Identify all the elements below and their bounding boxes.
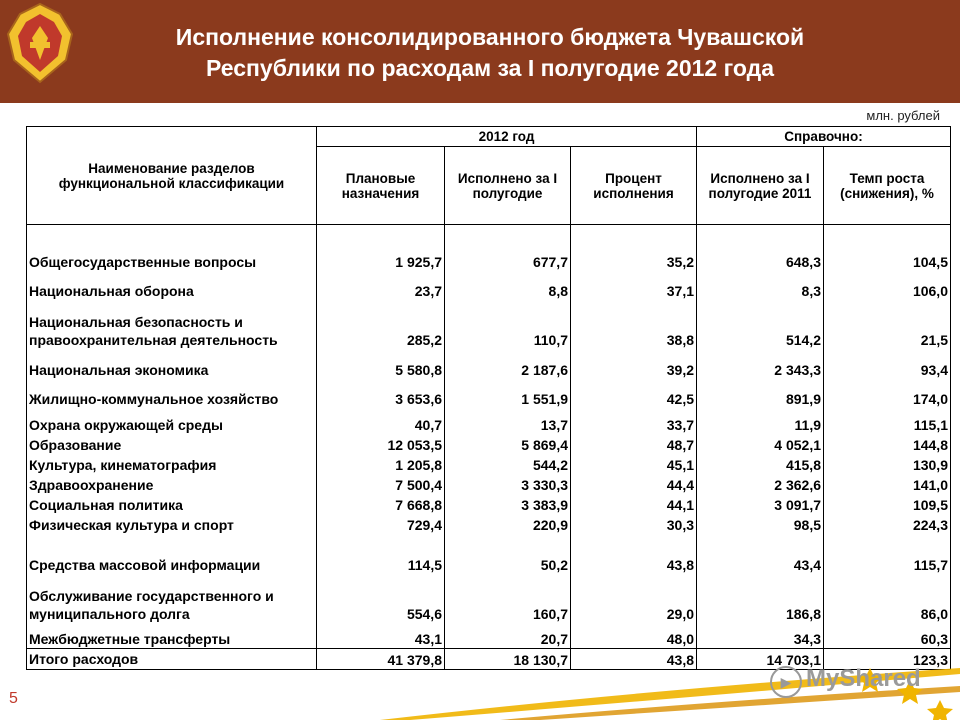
slide-number: 5 (9, 690, 18, 707)
header-group-2012: 2012 год (317, 127, 697, 147)
cell-plan: 5 580,8 (317, 349, 445, 379)
table-row (27, 434, 951, 454)
title-line-2: Республики по расходам за I полугодие 2012 года (205, 55, 775, 81)
cell-name: Физическая культура и спорт (27, 514, 317, 534)
cell-name: Национальная оборона (27, 271, 317, 300)
cell-plan: 729,4 (317, 514, 445, 534)
chuvash-emblem-icon (0, 0, 80, 86)
cell-executed-2011: 3 091,7 (697, 494, 824, 514)
cell-executed: 5 869,4 (445, 434, 571, 454)
total-plan: 41 379,8 (317, 649, 445, 670)
cell-plan: 1 925,7 (317, 225, 445, 271)
cell-executed-2011: 2 362,6 (697, 474, 824, 494)
cell-growth: 104,5 (824, 225, 951, 271)
table-row (27, 474, 951, 494)
table-row (27, 454, 951, 474)
cell-percent: 37,1 (571, 271, 697, 300)
units-label: млн. рублей (866, 108, 940, 123)
cell-percent: 43,8 (571, 534, 697, 574)
cell-name: Обслуживание государственного и муниципального долга (27, 574, 317, 623)
total-executed-2011: 14 703,1 (697, 649, 824, 670)
cell-executed-2011: 43,4 (697, 534, 824, 574)
cell-plan: 12 053,5 (317, 434, 445, 454)
cell-growth: 106,0 (824, 271, 951, 300)
cell-executed: 220,9 (445, 514, 571, 534)
cell-percent: 48,0 (571, 623, 697, 649)
cell-plan: 23,7 (317, 271, 445, 300)
cell-executed: 544,2 (445, 454, 571, 474)
cell-percent: 44,4 (571, 474, 697, 494)
budget-table (26, 126, 951, 670)
cell-growth: 130,9 (824, 454, 951, 474)
cell-name: Жилищно-коммунальное хозяйство (27, 379, 317, 408)
cell-growth: 115,7 (824, 534, 951, 574)
table-row (27, 534, 951, 574)
watermark-text: MyShared (806, 665, 921, 692)
cell-executed: 2 187,6 (445, 349, 571, 379)
myshared-logo-icon: ▶ (770, 666, 802, 698)
cell-name: Социальная политика (27, 494, 317, 514)
cell-executed-2011: 98,5 (697, 514, 824, 534)
header-name: Наименование разделов функциональной классификации (27, 127, 317, 225)
cell-executed: 8,8 (445, 271, 571, 300)
cell-growth: 93,4 (824, 349, 951, 379)
slide-header (0, 0, 960, 103)
header-executed: Исполнено за I полугодие (445, 147, 571, 225)
total-growth: 123,3 (824, 649, 951, 670)
cell-growth: 144,8 (824, 434, 951, 454)
cell-growth: 86,0 (824, 574, 951, 623)
cell-plan: 114,5 (317, 534, 445, 574)
cell-growth: 115,1 (824, 408, 951, 434)
header-executed-2011: Исполнено за I полугодие 2011 (697, 147, 824, 225)
cell-executed-2011: 11,9 (697, 408, 824, 434)
title-line-1: Исполнение консолидированного бюджета Чувашской (175, 24, 805, 50)
cell-executed-2011: 186,8 (697, 574, 824, 623)
cell-executed-2011: 34,3 (697, 623, 824, 649)
header-plan: Плановые назначения (317, 147, 445, 225)
cell-name: Охрана окружающей среды (27, 408, 317, 434)
total-percent: 43,8 (571, 649, 697, 670)
cell-plan: 285,2 (317, 300, 445, 349)
watermark (770, 660, 960, 720)
cell-executed-2011: 415,8 (697, 454, 824, 474)
cell-executed-2011: 648,3 (697, 225, 824, 271)
cell-executed-2011: 4 052,1 (697, 434, 824, 454)
cell-name: Общегосударственные вопросы (27, 225, 317, 271)
cell-executed: 1 551,9 (445, 379, 571, 408)
cell-executed: 13,7 (445, 408, 571, 434)
cell-percent: 35,2 (571, 225, 697, 271)
total-name: Итого расходов (27, 649, 317, 670)
table-row (27, 225, 951, 271)
cell-plan: 3 653,6 (317, 379, 445, 408)
cell-executed: 20,7 (445, 623, 571, 649)
cell-plan: 7 668,8 (317, 494, 445, 514)
cell-percent: 45,1 (571, 454, 697, 474)
cell-plan: 554,6 (317, 574, 445, 623)
header-growth: Темп роста (снижения), % (824, 147, 951, 225)
cell-executed: 3 383,9 (445, 494, 571, 514)
cell-percent: 33,7 (571, 408, 697, 434)
cell-percent: 38,8 (571, 300, 697, 349)
cell-plan: 7 500,4 (317, 474, 445, 494)
table-row (27, 379, 951, 408)
cell-growth: 174,0 (824, 379, 951, 408)
cell-percent: 39,2 (571, 349, 697, 379)
cell-name: Средства массовой информации (27, 534, 317, 574)
cell-growth: 224,3 (824, 514, 951, 534)
cell-executed: 160,7 (445, 574, 571, 623)
cell-executed-2011: 8,3 (697, 271, 824, 300)
table-row (27, 494, 951, 514)
cell-name: Образование (27, 434, 317, 454)
cell-name: Национальная безопасность и правоохранительная деятельность (27, 300, 317, 349)
table-row (27, 271, 951, 300)
cell-growth: 109,5 (824, 494, 951, 514)
cell-growth: 21,5 (824, 300, 951, 349)
cell-executed-2011: 891,9 (697, 379, 824, 408)
cell-executed-2011: 514,2 (697, 300, 824, 349)
cell-percent: 44,1 (571, 494, 697, 514)
cell-executed-2011: 2 343,3 (697, 349, 824, 379)
table-row (27, 574, 951, 623)
table-row (27, 300, 951, 349)
header-percent: Процент исполнения (571, 147, 697, 225)
cell-executed: 110,7 (445, 300, 571, 349)
cell-name: Межбюджетные трансферты (27, 623, 317, 649)
header-group-ref: Справочно: (697, 127, 951, 147)
cell-percent: 42,5 (571, 379, 697, 408)
table-row (27, 514, 951, 534)
table-row (27, 623, 951, 649)
cell-name: Национальная экономика (27, 349, 317, 379)
cell-executed: 3 330,3 (445, 474, 571, 494)
cell-plan: 1 205,8 (317, 454, 445, 474)
cell-percent: 30,3 (571, 514, 697, 534)
cell-executed: 677,7 (445, 225, 571, 271)
cell-plan: 43,1 (317, 623, 445, 649)
cell-growth: 60,3 (824, 623, 951, 649)
cell-plan: 40,7 (317, 408, 445, 434)
table-row (27, 349, 951, 379)
cell-executed: 50,2 (445, 534, 571, 574)
cell-growth: 141,0 (824, 474, 951, 494)
table-row (27, 408, 951, 434)
total-executed: 18 130,7 (445, 649, 571, 670)
cell-percent: 48,7 (571, 434, 697, 454)
cell-name: Здравоохранение (27, 474, 317, 494)
cell-name: Культура, кинематография (27, 454, 317, 474)
page-title (120, 22, 860, 84)
cell-percent: 29,0 (571, 574, 697, 623)
